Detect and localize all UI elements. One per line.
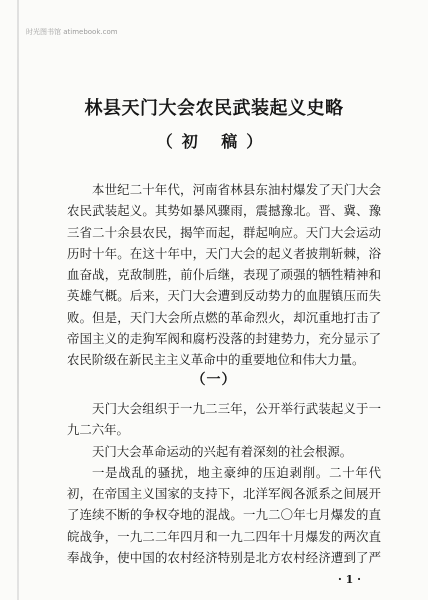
- section-heading: （一）: [191, 372, 237, 388]
- library-watermark: 时光图书馆 atimebook.com: [26, 28, 118, 36]
- page-number: · 1 ·: [338, 573, 361, 586]
- section-line: 皖战争，一九二二年四月和一九二四年十月爆发的两次直: [67, 528, 381, 544]
- section-line: 天门大会革命运动的兴起有着深刻的社会根源。: [92, 443, 353, 459]
- intro-line: 英雄气概。后来，天门大会遭到反动势力的血腥镇压而失: [67, 288, 381, 304]
- section-line: 了连续不断的争权夺地的混战。一九二〇年七月爆发的直: [67, 507, 381, 523]
- intro-line: 历时十年。在这十年中，天门大会的起义者披荆斩棘，浴: [67, 245, 381, 261]
- intro-paragraph: [67, 179, 381, 371]
- document-title: 林县天门大会农民武装起义史略: [84, 98, 344, 119]
- section-line: 九二六年。: [67, 422, 129, 438]
- intro-line: 农民阶级在新民主主义革命中的重要地位和伟大力量。: [67, 352, 365, 368]
- section-body: [67, 398, 381, 568]
- intro-line: 农民武装起义。其势如暴风骤雨，震撼豫北。晋、冀、豫: [67, 203, 381, 219]
- intro-line: 本世纪二十年代，河南省林县东油村爆发了天门大会: [92, 182, 381, 197]
- document-subtitle: （初 稿）: [156, 132, 272, 151]
- intro-line: 三省二十余县农民，揭竿而起，群起响应。天门大会运动: [67, 224, 381, 240]
- section-line: 初，在帝国主义国家的支持下，北洋军阀各派系之间展开: [67, 486, 381, 502]
- section-line: 一是战乱的骚扰，地主豪绅的压迫剥削。二十年代: [92, 464, 381, 480]
- intro-line: 血奋战，克敌制胜，前仆后继，表现了顽强的牺牲精神和: [67, 267, 381, 283]
- section-line: 奉战争，使中国的农村经济特别是北方农村经济遭到了严: [67, 550, 381, 566]
- intro-line: 败。但是，天门大会所点燃的革命烈火，却沉重地打击了: [67, 309, 381, 325]
- section-line: 天门大会组织于一九二三年，公开举行武装起义于一: [92, 401, 381, 416]
- intro-line: 帝国主义的走狗军阀和腐朽没落的封建势力，充分显示了: [67, 331, 381, 347]
- page-binding-edge: [17, 0, 19, 600]
